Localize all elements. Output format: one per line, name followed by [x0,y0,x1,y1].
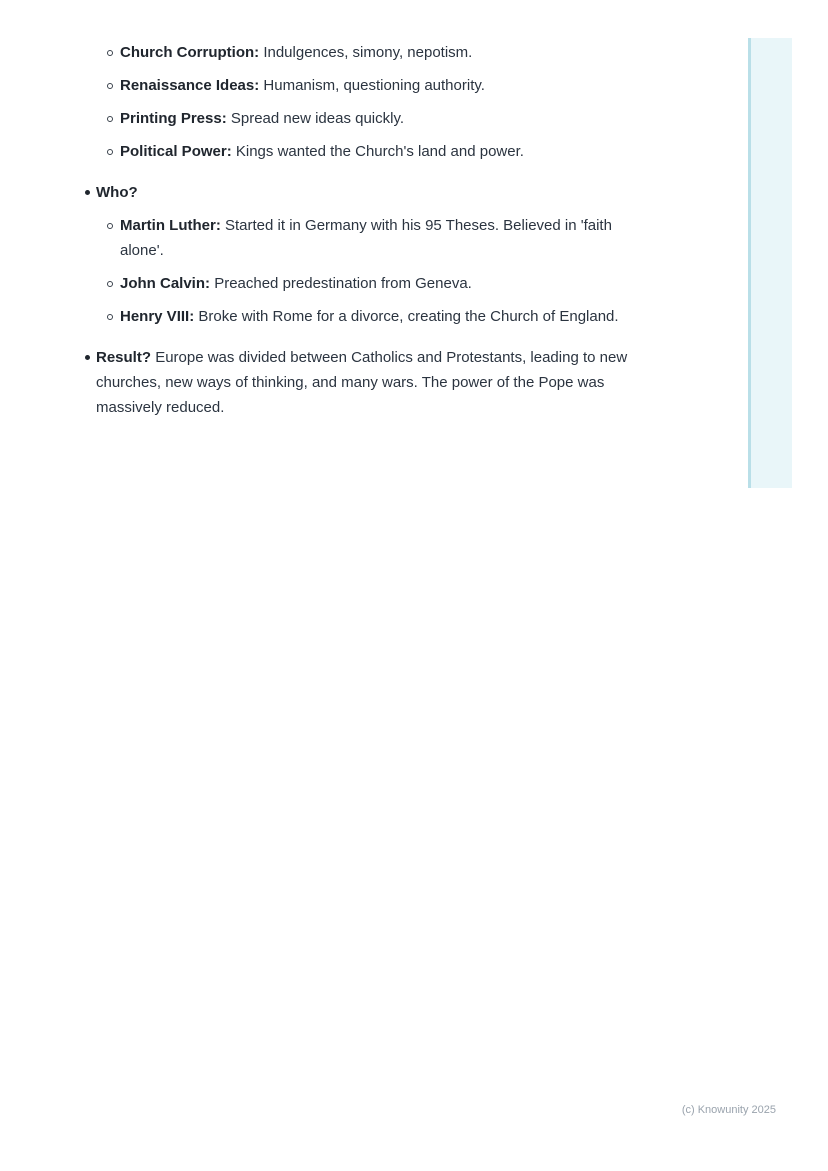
reasons-sub-list [100,40,638,164]
item-text [120,40,632,65]
notes-content [78,40,638,428]
item-body: Europe was divided between Catholics and Protestants, leading to new churches, new ways of thinking, and many wars. The power of the Pope was massively reduced. [96,349,628,416]
item-body: Humanism, questioning authority. [263,77,485,94]
result-section [78,345,638,420]
circle-marker-icon [100,106,120,131]
item-label: Henry VIII: [120,308,195,325]
item-text [120,304,638,329]
who-sub-list [100,213,638,329]
item-body: Kings wanted the Church's land and power. [235,143,524,160]
list-item [78,180,638,205]
list-item [100,271,638,296]
list-item [100,106,638,131]
item-body: Indulgences, simony, nepotism. [263,44,473,61]
footer-copyright: (c) Knowunity 2025 [681,1104,776,1116]
item-text [120,271,638,296]
who-section [78,180,638,329]
item-label: Martin Luther: [120,217,221,234]
list-item [78,345,638,420]
list-item [100,139,638,164]
item-text [120,73,632,98]
item-label: Printing Press: [120,110,227,127]
item-text [120,213,638,263]
circle-marker-icon [100,73,120,98]
bullet-marker-icon [78,180,96,205]
item-label: Who? [96,184,138,201]
item-body: Started it in Germany with his 95 Theses. Believed in 'faith alone'. [120,217,612,259]
bullet-marker-icon [78,345,96,370]
item-label: Result? [96,349,152,366]
list-item [100,213,638,263]
item-text [120,106,632,131]
list-item [100,40,638,65]
item-text [120,139,632,164]
item-text [96,345,631,420]
item-text [96,180,631,205]
circle-marker-icon [100,213,120,238]
circle-marker-icon [100,304,120,329]
list-item [100,73,638,98]
circle-marker-icon [100,139,120,164]
item-label: Renaissance Ideas: [120,77,260,94]
item-label: Church Corruption: [120,44,260,61]
side-highlight-bar [748,38,792,488]
circle-marker-icon [100,40,120,65]
item-body: Broke with Rome for a divorce, creating the Church of England. [198,308,619,325]
item-label: John Calvin: [120,275,211,292]
item-body: Spread new ideas quickly. [230,110,405,127]
circle-marker-icon [100,271,120,296]
item-label: Political Power: [120,143,232,160]
item-body: Preached predestination from Geneva. [214,275,472,292]
list-item [100,304,638,329]
